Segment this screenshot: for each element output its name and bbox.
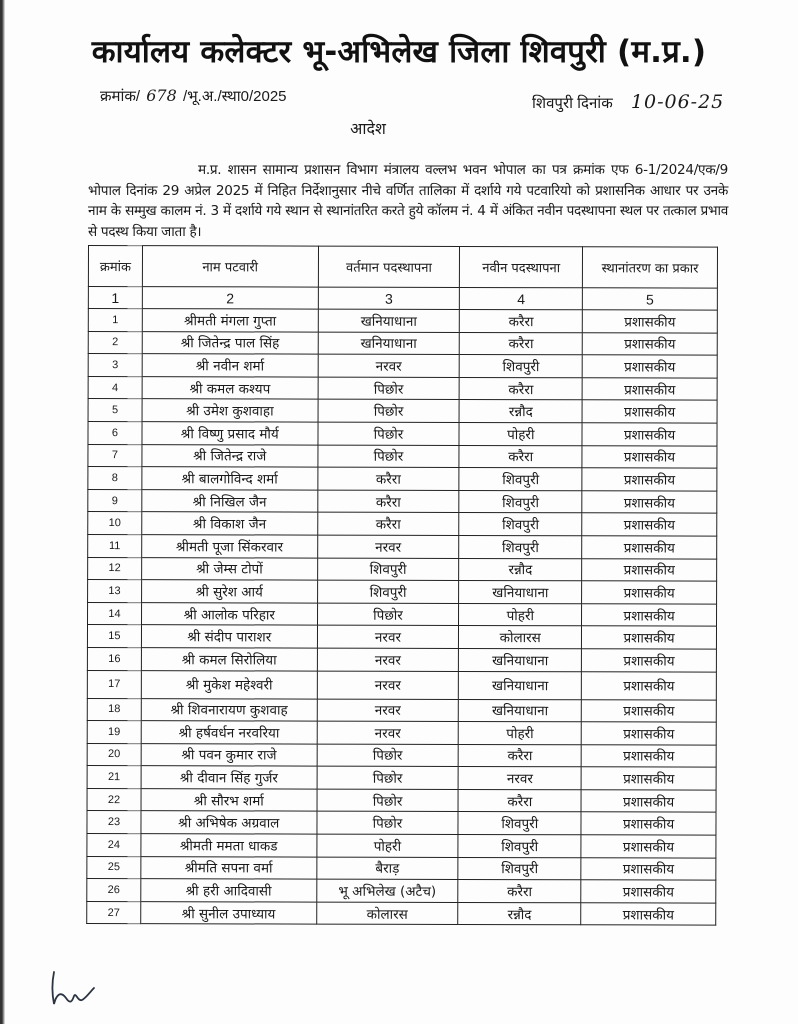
current-posting-cell: खनियाधाना xyxy=(318,332,460,355)
serial-cell: 24 xyxy=(87,834,141,857)
new-posting-cell: खनियाधाना xyxy=(459,671,582,699)
new-posting-cell: करैरा xyxy=(460,332,583,355)
table-row xyxy=(88,557,717,581)
table-row xyxy=(88,444,717,468)
current-posting-cell: नरवर xyxy=(317,671,459,699)
new-posting-cell: रन्नौद xyxy=(459,400,582,423)
name-cell: श्री सौरभ शर्मा xyxy=(141,789,317,812)
date-line xyxy=(532,91,724,113)
date-handwritten: 10-06-25 xyxy=(630,91,725,113)
serial-cell: 4 xyxy=(88,376,142,399)
serial-cell: 23 xyxy=(87,811,141,834)
serial-cell: 3 xyxy=(88,354,142,377)
name-cell: श्री शिवनारायण कुशवाह xyxy=(141,698,317,721)
current-posting-cell: नरवर xyxy=(318,354,460,377)
header-new-posting: नवीन पदस्थापना xyxy=(460,246,583,287)
serial-cell: 8 xyxy=(88,467,142,490)
name-cell: श्री बालगोविन्द शर्मा xyxy=(142,467,318,490)
serial-cell: 26 xyxy=(87,879,141,902)
new-posting-cell: शिवपुरी xyxy=(458,835,581,858)
ref-prefix: क्रमांक/ xyxy=(100,88,141,105)
table-row xyxy=(87,670,716,700)
transfer-table xyxy=(86,245,718,926)
new-posting-cell: खनियाधाना xyxy=(459,699,582,722)
name-cell: श्री पवन कुमार राजे xyxy=(141,743,317,766)
current-posting-cell: पिछोर xyxy=(317,812,459,835)
header-current-posting: वर्तमान पदस्थापना xyxy=(318,246,460,287)
name-cell: श्री आलोक परिहार xyxy=(141,602,317,625)
transfer-type-cell: प्रशासकीय xyxy=(582,491,717,514)
transfer-type-cell: प्रशासकीय xyxy=(582,604,717,627)
order-heading xyxy=(0,117,798,139)
name-cell: श्री कमल सिरोलिया xyxy=(141,648,317,671)
new-posting-cell: करैरा xyxy=(459,744,582,767)
current-posting-cell: पिछोर xyxy=(318,422,460,445)
transfer-type-cell: प्रशासकीय xyxy=(582,445,717,468)
current-posting-cell: पिछोर xyxy=(318,399,460,422)
table-header-row xyxy=(88,246,717,289)
current-posting-cell: भू अभिलेख (अटैच) xyxy=(316,879,458,902)
current-posting-cell: पिछोर xyxy=(318,445,460,468)
table-row xyxy=(88,489,717,513)
serial-cell: 10 xyxy=(88,512,142,535)
header-transfer-type: स्थानांतरण का प्रकार xyxy=(583,247,718,288)
current-posting-cell: नरवर xyxy=(317,721,459,744)
table-body xyxy=(87,309,718,926)
new-posting-cell: रन्नौद xyxy=(459,558,582,581)
office-title: कार्यालय कलेक्टर भू-अभिलेख जिला शिवपुरी (म.प्र.) xyxy=(91,34,707,70)
page-edge-shadow xyxy=(0,0,5,1024)
transfer-type-cell: प्रशासकीय xyxy=(581,790,716,813)
current-posting-cell: शिवपुरी xyxy=(317,580,459,603)
transfer-type-cell: प्रशासकीय xyxy=(582,400,717,423)
new-posting-cell: शिवपुरी xyxy=(459,535,582,558)
transfer-type-cell: प्रशासकीय xyxy=(581,722,716,745)
serial-cell: 5 xyxy=(88,399,142,422)
current-posting-cell: पिछोर xyxy=(317,603,459,626)
name-cell: श्री अभिषेक अग्रवाल xyxy=(141,811,317,834)
transfer-type-cell: प्रशासकीय xyxy=(581,744,716,767)
transfer-type-cell: प्रशासकीय xyxy=(581,835,716,858)
new-posting-cell: खनियाधाना xyxy=(459,581,582,604)
transfer-type-cell: प्रशासकीय xyxy=(582,310,717,333)
table-row xyxy=(88,376,717,400)
transfer-type-cell: प्रशासकीय xyxy=(581,857,716,880)
new-posting-cell: कोलारस xyxy=(459,626,582,649)
new-posting-cell: शिवपुरी xyxy=(458,812,581,835)
name-cell: श्री हर्षवर्धन नरवरिया xyxy=(141,721,317,744)
transfer-type-cell: प्रशासकीय xyxy=(582,355,717,378)
name-cell: श्रीमति सपना वर्मा xyxy=(141,856,317,879)
serial-cell: 7 xyxy=(88,444,142,467)
current-posting-cell: करैरा xyxy=(317,512,459,535)
serial-cell: 11 xyxy=(88,534,142,557)
new-posting-cell: रन्नौद xyxy=(458,902,581,925)
current-posting-cell: कोलारस xyxy=(316,902,458,925)
name-cell: श्री निखिल जैन xyxy=(142,489,318,512)
new-posting-cell: पोहरी xyxy=(459,422,582,445)
serial-cell: 22 xyxy=(87,788,141,811)
transfer-type-cell: प्रशासकीय xyxy=(581,767,716,790)
new-posting-cell: पोहरी xyxy=(459,603,582,626)
new-posting-cell: करैरा xyxy=(458,789,581,812)
table-row xyxy=(88,331,717,355)
name-cell: श्री सुरेश आर्य xyxy=(142,580,318,603)
column-number-row xyxy=(88,287,717,311)
transfer-type-cell: प्रशासकीय xyxy=(582,581,717,604)
serial-cell: 13 xyxy=(88,580,142,603)
name-cell: श्री जेम्स टोपों xyxy=(142,557,318,580)
new-posting-cell: खनियाधाना xyxy=(459,648,582,671)
table-row xyxy=(87,698,716,722)
table-row xyxy=(87,901,716,925)
new-posting-cell: नरवर xyxy=(458,767,581,790)
transfer-type-cell: प्रशासकीय xyxy=(582,649,717,672)
transfer-type-cell: प्रशासकीय xyxy=(581,699,716,722)
serial-cell: 2 xyxy=(88,331,142,354)
name-cell: श्री जितेन्द्र राजे xyxy=(142,444,318,467)
current-posting-cell: नरवर xyxy=(317,625,459,648)
table-row xyxy=(87,647,716,671)
name-cell: श्री संदीप पाराशर xyxy=(141,625,317,648)
column-number: 5 xyxy=(583,288,718,310)
table-row xyxy=(87,788,716,812)
table-row xyxy=(87,766,716,790)
table-row xyxy=(88,534,717,558)
name-cell: श्री जितेन्द्र पाल सिंह xyxy=(142,331,318,354)
table-row xyxy=(88,354,717,378)
serial-cell: 21 xyxy=(87,766,141,789)
table-row xyxy=(87,743,716,767)
order-paragraph-text: म.प्र. शासन सामान्य प्रशासन विभाग मंत्रालय वल्लभ भवन भोपाल का पत्र क्रमांक एफ 6-1/2024/एक/9 भोपाल दिनांक 29 अप्रेल 2025 में निहित निर्देशानुसार नीचे वर्णित तालिका में दर्शाये गये पटवारियो को प्रशासनिक आधार पर उनके नाम के सम्मुख कालम नं. 3 में दर्शाये गये स्थान से स्थानांतरित करते हुये कॉलम नं. 4 में अंकित नवीन पदस्थापना स्थल पर तत्काल प्रभाव से पदस्थ किया जाता है। xyxy=(88,162,728,240)
transfer-type-cell: प्रशासकीय xyxy=(581,880,716,903)
table-row xyxy=(88,421,717,445)
name-cell: श्रीमती पूजा सिंकरवार xyxy=(142,535,318,558)
serial-cell: 19 xyxy=(87,721,141,744)
transfer-type-cell: प्रशासकीय xyxy=(582,626,717,649)
reference-number xyxy=(100,86,287,106)
serial-cell: 25 xyxy=(87,856,141,879)
transfer-type-cell: प्रशासकीय xyxy=(582,513,717,536)
transfer-type-cell: प्रशासकीय xyxy=(581,903,716,926)
header-serial: क्रमांक xyxy=(88,246,142,287)
table-row xyxy=(88,309,717,333)
name-cell: श्री कमल कश्यप xyxy=(142,376,318,399)
name-cell: श्री सुनील उपाध्याय xyxy=(141,901,317,924)
table-row xyxy=(87,721,716,745)
table-row xyxy=(88,467,717,491)
serial-cell: 6 xyxy=(88,421,142,444)
name-cell: श्री उमेश कुशवाहा xyxy=(142,399,318,422)
column-number: 1 xyxy=(88,287,142,309)
serial-cell: 20 xyxy=(87,743,141,766)
table-row xyxy=(88,580,717,604)
transfer-type-cell: प्रशासकीय xyxy=(582,558,717,581)
serial-cell: 27 xyxy=(87,901,141,924)
signature xyxy=(46,968,106,1008)
table-row xyxy=(88,399,717,423)
transfer-type-cell: प्रशासकीय xyxy=(582,423,717,446)
transfer-type-cell: प्रशासकीय xyxy=(582,536,717,559)
transfer-type-cell: प्रशासकीय xyxy=(581,671,716,699)
transfer-type-cell: प्रशासकीय xyxy=(582,332,717,355)
new-posting-cell: पोहरी xyxy=(459,722,582,745)
current-posting-cell: पिछोर xyxy=(317,766,459,789)
table-row xyxy=(87,879,716,903)
table-row xyxy=(87,811,716,835)
new-posting-cell: शिवपुरी xyxy=(459,490,582,513)
table-row xyxy=(88,512,717,536)
column-number: 4 xyxy=(460,287,583,309)
ref-number-handwritten: 678 xyxy=(146,86,177,105)
table-row xyxy=(87,834,716,858)
current-posting-cell: पिछोर xyxy=(317,789,459,812)
new-posting-cell: करैरा xyxy=(460,309,583,332)
current-posting-cell: शिवपुरी xyxy=(317,558,459,581)
name-cell: श्री विष्णु प्रसाद मौर्य xyxy=(142,422,318,445)
date-label: शिवपुरी दिनांक xyxy=(532,95,613,112)
serial-cell: 14 xyxy=(88,602,142,625)
name-cell: श्री मुकेश महेश्वरी xyxy=(141,670,317,698)
current-posting-cell: पिछोर xyxy=(317,744,459,767)
current-posting-cell: बैराड़ xyxy=(316,857,458,880)
new-posting-cell: शिवपुरी xyxy=(459,468,582,491)
name-cell: श्री हरी आदिवासी xyxy=(141,879,317,902)
serial-cell: 17 xyxy=(87,670,141,698)
new-posting-cell: शिवपुरी xyxy=(459,513,582,536)
new-posting-cell: शिवपुरी xyxy=(460,355,583,378)
new-posting-cell: करैरा xyxy=(459,445,582,468)
signature-stroke xyxy=(53,972,95,1004)
table-row xyxy=(87,856,716,880)
header-name: नाम पटवारी xyxy=(142,246,318,287)
transfer-type-cell: प्रशासकीय xyxy=(582,468,717,491)
name-cell: श्रीमती मंगला गुप्ता xyxy=(142,309,318,332)
name-cell: श्री दीवान सिंह गुर्जर xyxy=(141,766,317,789)
transfer-type-cell: प्रशासकीय xyxy=(582,378,717,401)
order-paragraph xyxy=(88,160,728,242)
column-number: 2 xyxy=(142,287,318,309)
current-posting-cell: पिछोर xyxy=(318,377,460,400)
table-row xyxy=(87,625,716,649)
order-heading-text: आदेश xyxy=(350,121,386,138)
column-number: 3 xyxy=(318,287,460,309)
serial-cell: 16 xyxy=(87,647,141,670)
new-posting-cell: शिवपुरी xyxy=(458,857,581,880)
serial-cell: 9 xyxy=(88,489,142,512)
new-posting-cell: करैरा xyxy=(459,377,582,400)
serial-cell: 15 xyxy=(87,625,141,648)
new-posting-cell: करैरा xyxy=(458,880,581,903)
current-posting-cell: नरवर xyxy=(317,535,459,558)
serial-cell: 12 xyxy=(88,557,142,580)
current-posting-cell: करैरा xyxy=(317,467,459,490)
ref-suffix: /भू.अ./स्था0/2025 xyxy=(182,88,287,105)
transfer-type-cell: प्रशासकीय xyxy=(581,812,716,835)
serial-cell: 1 xyxy=(88,309,142,332)
name-cell: श्रीमती ममता धाकड xyxy=(141,834,317,857)
name-cell: श्री विकाश जैन xyxy=(142,512,318,535)
current-posting-cell: करैरा xyxy=(317,490,459,513)
current-posting-cell: नरवर xyxy=(317,699,459,722)
name-cell: श्री नवीन शर्मा xyxy=(142,354,318,377)
current-posting-cell: नरवर xyxy=(317,648,459,671)
current-posting-cell: खनियाधाना xyxy=(318,309,460,332)
serial-cell: 18 xyxy=(87,698,141,721)
current-posting-cell: पोहरी xyxy=(317,834,459,857)
table-row xyxy=(88,602,717,626)
